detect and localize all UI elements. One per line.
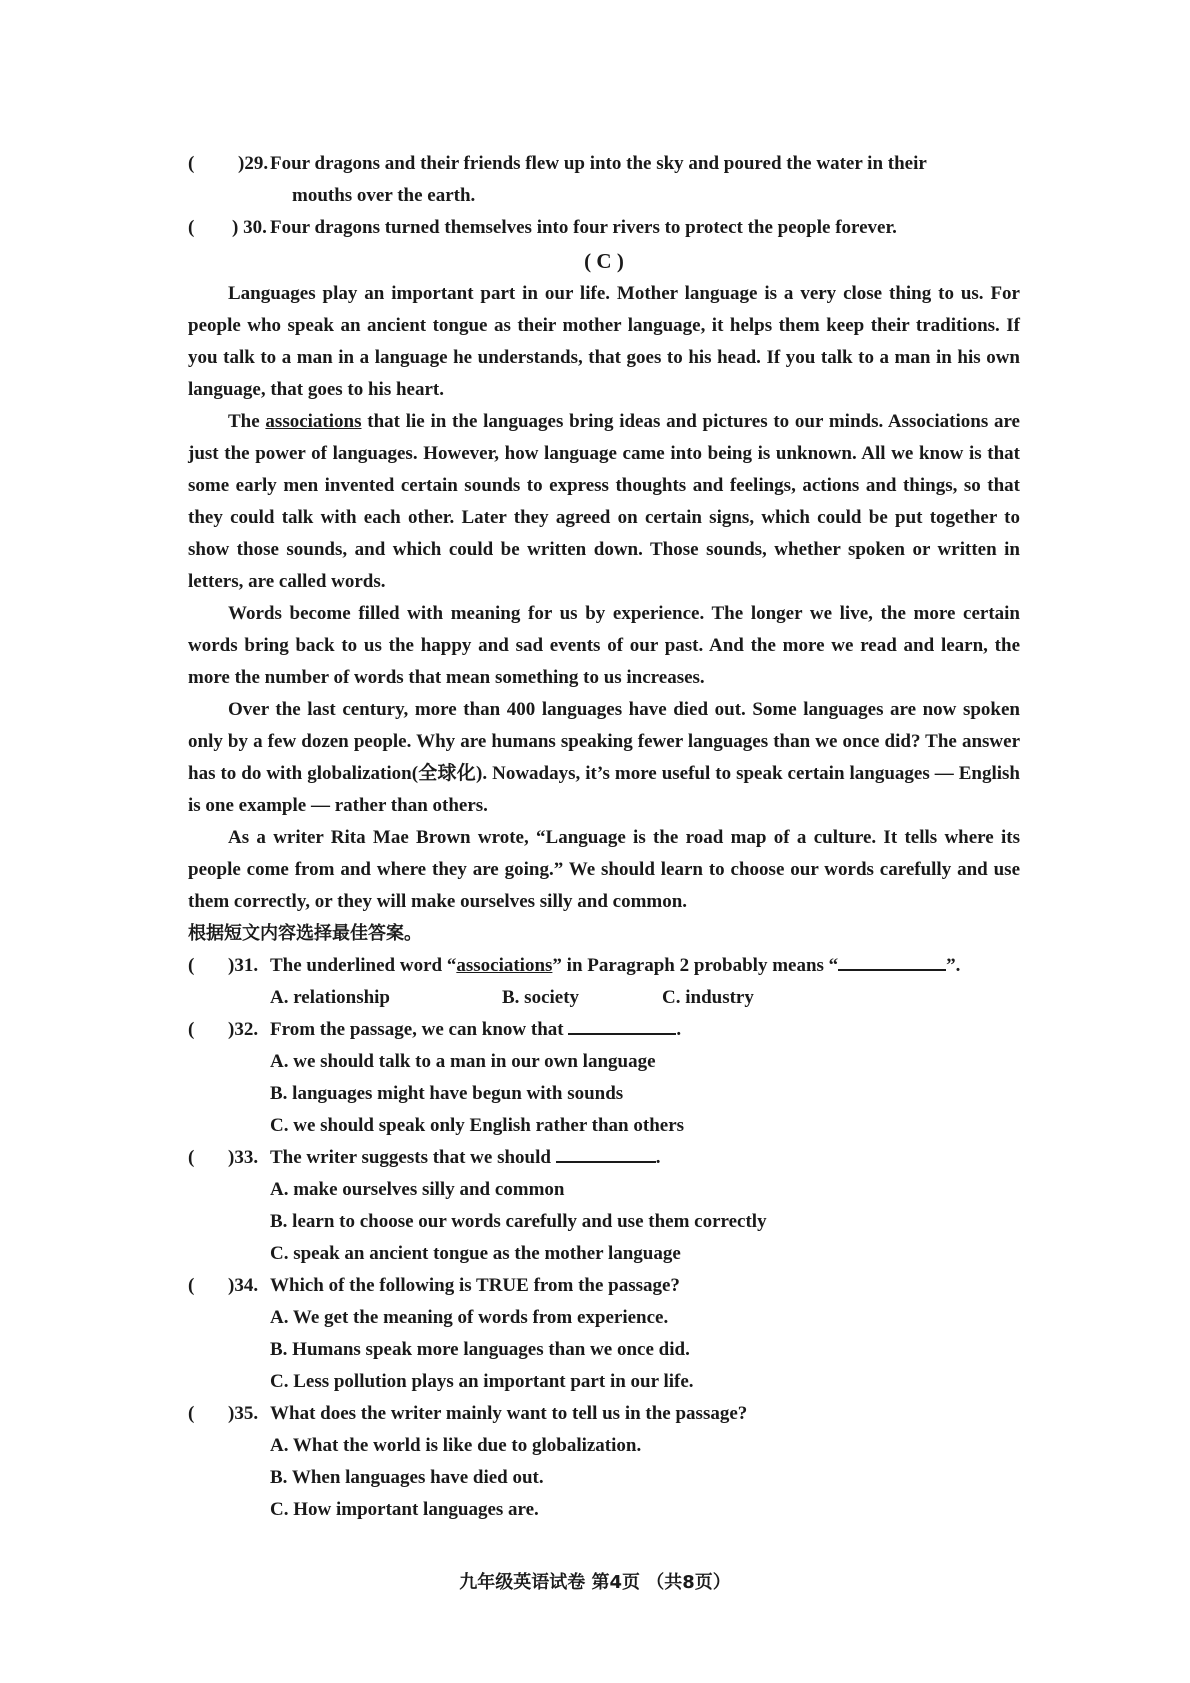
option-a: A. We get the meaning of words from experience. [270,1307,669,1328]
page-footer: 九年级英语试卷 第4页 （共8页） [459,1572,731,1593]
question-number: )34. [228,1275,259,1296]
question-35 [188,1398,1020,1430]
answer-paren-open: ( [188,955,195,976]
question-text-mid: ” in Paragraph 2 probably means “ [552,955,839,976]
answer-paren-open: ( [188,217,195,238]
option-c: C. we should speak only English rather than others [270,1115,685,1136]
option-b: B. languages might have begun with sounds [270,1083,624,1104]
paragraph-2-rest: that lie in the languages bring ideas and pictures to our minds. Associations are just the power of languages. However, how language came into being is unknown. All we know is that some early men invented certain sounds to express thoughts and feelings, actions and things, so that they could talk with each other. Later they agreed on certain signs, which could be put together to show those sounds, and which could be written down. Those sounds, whether spoken or written in letters, are called words. [188,411,1020,592]
question-33 [188,1142,1020,1174]
answer-paren-open: ( [188,1147,195,1168]
question-text: The underlined word “ [270,955,457,976]
question-text: Which of the following is TRUE from the passage? [270,1275,680,1296]
section-title: ( C ) [584,249,624,273]
page-content [188,148,1020,1526]
underlined-word: associations [265,411,362,432]
question-34 [188,1270,1020,1302]
question-number: )35. [228,1403,259,1424]
question-number: )32. [228,1019,259,1040]
options-31 [188,982,1020,1014]
instruction: 根据短文内容选择最佳答案。 [188,923,422,944]
option-b: B. Humans speak more languages than we once did. [270,1339,690,1360]
question-text: From the passage, we can know that [270,1019,564,1040]
question-text: Four dragons and their friends flew up into the sky and poured the water in their [270,153,927,174]
question-number: )31. [228,955,259,976]
paragraph-5: As a writer Rita Mae Brown wrote, “Language is the road map of a culture. It tells where its people come from and where they are going.” We should learn to choose our words carefully and use them correctly, or they will make ourselves silly and common. [188,827,1020,912]
answer-blank [838,951,946,971]
question-text: The writer suggests that we should [270,1147,551,1168]
question-text-end: . [655,1147,661,1168]
option-c: C. Less pollution plays an important part in our life. [270,1371,694,1392]
option-b: B. society [502,987,580,1008]
question-text-continued: mouths over the earth. [292,185,476,206]
question-30 [188,212,1020,244]
paragraph-3: Words become filled with meaning for us by experience. The longer we live, the more certain words bring back to us the happy and sad events of our past. And the more we read and learn, the more the number of words that mean something to us increases. [188,603,1020,688]
answer-paren-open: ( [188,153,195,174]
question-text-end: . [676,1019,682,1040]
underlined-word: associations [456,955,553,976]
paragraph-4: Over the last century, more than 400 languages have died out. Some languages are now spoken only by a few dozen people. Why are humans speaking fewer languages than we once did? The answer has to do with globalization(全球化). Nowadays, it’s more useful to speak certain languages — English is one example — rather than others. [188,699,1020,816]
answer-blank [568,1015,676,1035]
answer-blank [556,1143,656,1163]
paragraph-2-start: The [228,411,266,432]
option-a: A. make ourselves silly and common [270,1179,565,1200]
paragraph-1: Languages play an important part in our life. Mother language is a very close thing to us. For people who speak an ancient tongue as their mother language, it helps them keep their traditions. If you talk to a man in a language he understands, that goes to his head. If you talk to a man in his own language, that goes to his heart. [188,283,1020,400]
question-number: )33. [228,1147,259,1168]
option-b: B. learn to choose our words carefully and use them correctly [270,1211,767,1232]
option-c: C. speak an ancient tongue as the mother language [270,1243,681,1264]
option-c: C. How important languages are. [270,1499,539,1520]
question-text: What does the writer mainly want to tell us in the passage? [270,1403,748,1424]
answer-paren-open: ( [188,1403,195,1424]
question-32 [188,1014,1020,1046]
question-text-end: ”. [946,955,961,976]
answer-paren-open: ( [188,1275,195,1296]
question-number: )29. [238,153,269,174]
question-text: Four dragons turned themselves into four rivers to protect the people forever. [270,217,897,238]
question-31 [188,950,1020,982]
option-a: A. we should talk to a man in our own language [270,1051,656,1072]
answer-paren-open: ( [188,1019,195,1040]
option-c: C. industry [662,987,754,1008]
question-number: ) 30. [232,217,267,238]
option-a: A. relationship [270,987,391,1008]
option-b: B. When languages have died out. [270,1467,544,1488]
question-29 [188,148,1020,212]
option-a: A. What the world is like due to globalization. [270,1435,642,1456]
paragraph-2 [188,406,1020,598]
